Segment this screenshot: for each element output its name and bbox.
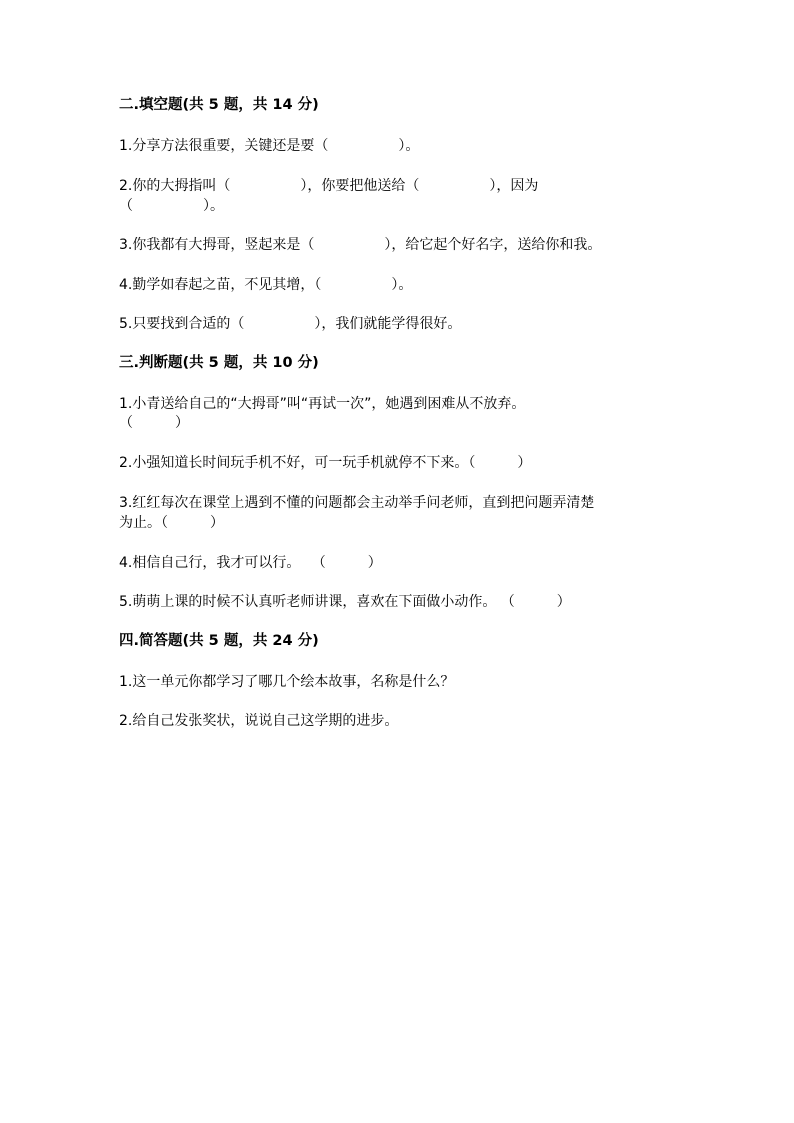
section-short-answer-heading: 四.简答题(共 5 题，共 24 分) [119, 633, 319, 649]
true-false-question-1-line-1: 1.小青送给自己的“大拇哥”叫“再试一次”，她遇到困难从不放弃。 [119, 396, 526, 412]
true-false-question-1-line-2: （ ） [119, 415, 189, 431]
fill-blank-question-2-line-1: 2.你的大拇指叫（ ），你要把他送给（ ），因为 [119, 178, 539, 194]
section-true-false-heading: 三.判断题(共 5 题，共 10 分) [119, 355, 319, 371]
section-fill-blank-heading: 二.填空题(共 5 题，共 14 分) [119, 97, 319, 113]
true-false-question-3-line-1: 3.红红每次在课堂上遇到不懂的问题都会主动举手问老师，直到把问题弄清楚 [119, 495, 595, 511]
fill-blank-question-5: 5.只要找到合适的（ ），我们就能学得很好。 [119, 316, 462, 332]
fill-blank-question-4: 4.勤学如春起之苗，不见其增，（ ）。 [119, 277, 413, 293]
short-answer-question-1: 1.这一单元你都学习了哪几个绘本故事，名称是什么？ [119, 674, 455, 690]
true-false-question-3-line-2: 为止。（ ） [119, 515, 224, 531]
true-false-question-2: 2.小强知道长时间玩手机不好，可一玩手机就停不下来。（ ） [119, 455, 532, 471]
fill-blank-question-1: 1.分享方法很重要，关键还是要（ ）。 [119, 138, 420, 154]
short-answer-question-2: 2.给自己发张奖状，说说自己这学期的进步。 [119, 713, 399, 729]
fill-blank-question-2-line-2: （ ）。 [119, 198, 224, 214]
fill-blank-question-3: 3.你我都有大拇哥，竖起来是（ ），给它起个好名字，送给你和我。 [119, 237, 602, 253]
true-false-question-5: 5.萌萌上课的时候不认真听老师讲课，喜欢在下面做小动作。 （ ） [119, 594, 571, 610]
true-false-question-4: 4.相信自己行，我才可以行。 （ ） [119, 555, 382, 571]
